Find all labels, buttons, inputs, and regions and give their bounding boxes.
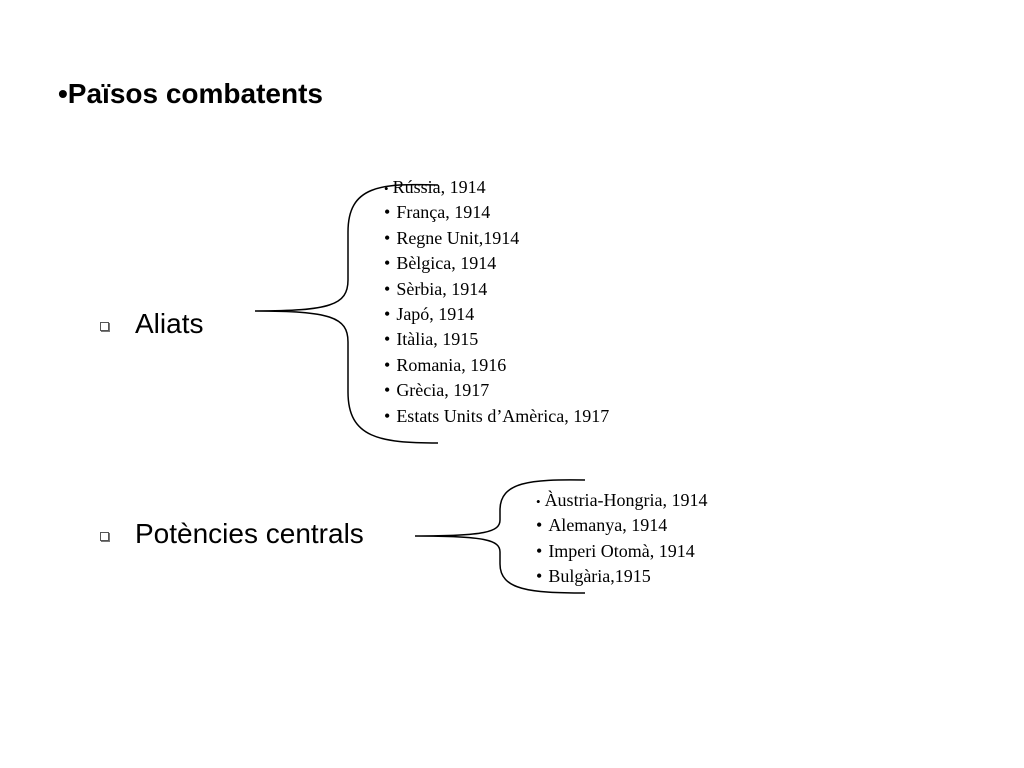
list-item: • Bèlgica, 1914 [384, 251, 609, 276]
list-item: • Romania, 1916 [384, 353, 609, 378]
aliats-member-list [384, 175, 609, 429]
group-centrals [100, 518, 364, 550]
group-aliats [100, 308, 203, 340]
list-item: • Regne Unit,1914 [384, 226, 609, 251]
list-item: • Rússia, 1914 [384, 175, 609, 200]
list-item: • Bulgària,1915 [536, 564, 708, 589]
list-item: • Imperi Otomà, 1914 [536, 539, 708, 564]
square-bullet-icon [100, 322, 109, 331]
list-item: • Japó, 1914 [384, 302, 609, 327]
list-item: • Itàlia, 1915 [384, 327, 609, 352]
list-item: • Estats Units d’Amèrica, 1917 [384, 404, 609, 429]
list-item: • Àustria-Hongria, 1914 [536, 488, 708, 513]
group-aliats-label: Aliats [135, 308, 204, 339]
centrals-member-list [536, 488, 708, 590]
list-item: • Grècia, 1917 [384, 378, 609, 403]
list-item: • Alemanya, 1914 [536, 513, 708, 538]
square-bullet-icon [100, 532, 109, 541]
list-item: • Sèrbia, 1914 [384, 277, 609, 302]
list-item: • França, 1914 [384, 200, 609, 225]
group-centrals-label: Potències centrals [135, 518, 364, 549]
page-title: •Països combatents [58, 78, 324, 109]
